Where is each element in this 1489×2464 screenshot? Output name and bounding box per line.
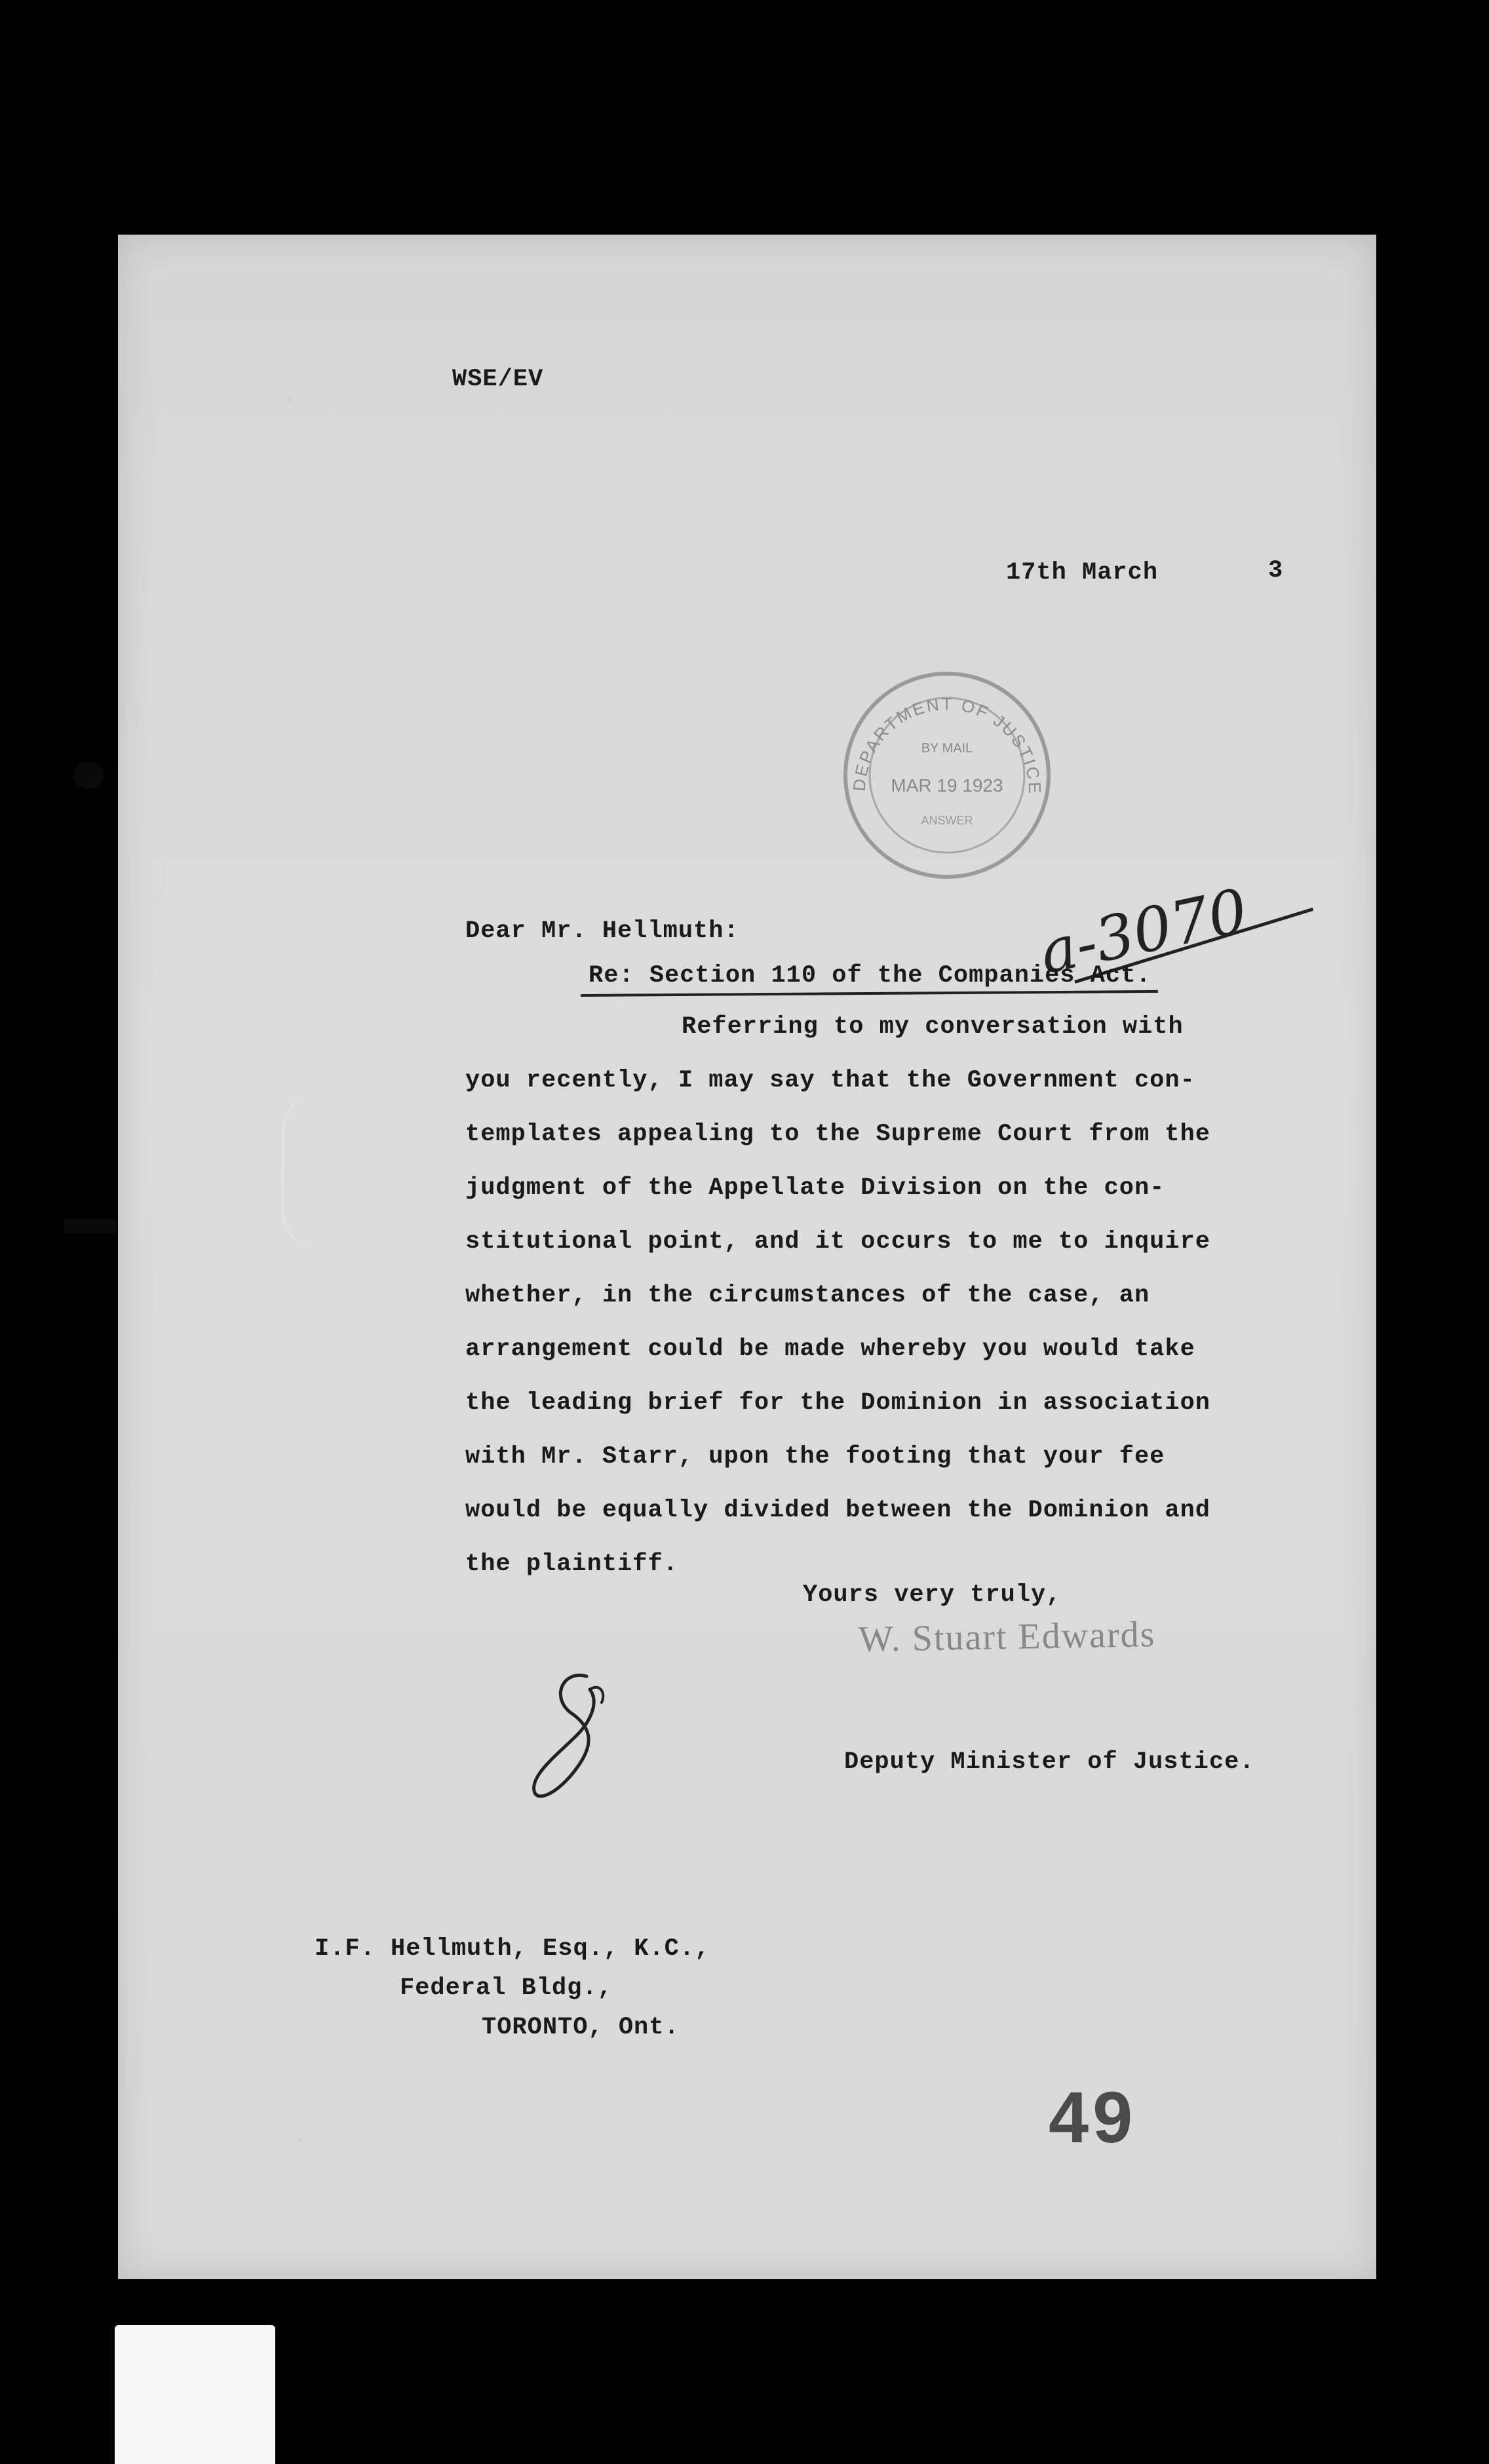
subject-text: Re: Section 110 of the Companies Act. [589,962,1151,990]
body-line: judgment of the Appellate Division on the con- [465,1174,1165,1202]
closing: Yours very truly, [803,1581,1062,1609]
signature-title: Deputy Minister of Justice. [844,1748,1255,1776]
address-line-2: Federal Bldg., [400,1974,613,2002]
margin-arc [282,1093,323,1250]
salutation: Dear Mr. Hellmuth: [465,917,739,945]
address-line-3: TORONTO, Ont. [482,2014,680,2041]
body-line: would be equally divided between the Dominion and [465,1497,1210,1524]
body-line: Referring to my conversation with [682,1013,1184,1041]
body-line: the plaintiff. [465,1550,678,1578]
letter-page [118,235,1376,2279]
letter-body [465,1000,1396,1591]
page-number: 3 [1268,557,1284,585]
reference-initials: WSE/EV [452,366,544,393]
body-line: stitutional point, and it occurs to me to inquire [465,1228,1210,1256]
department-received-stamp [839,667,1055,883]
body-line: you recently, I may say that the Government con- [465,1067,1195,1094]
dust-speck [298,2138,301,2142]
punch-slot [64,1219,117,1233]
address-line-1: I.F. Hellmuth, Esq., K.C., [315,1935,710,1963]
body-line: arrangement could be made whereby you would take [465,1336,1195,1363]
stamp-arc-text: DEPARTMENT OF JUSTICE [849,693,1045,796]
dust-speck [288,398,292,402]
body-line: templates appealing to the Supreme Court from the [465,1121,1210,1148]
stamp-line-1: BY MAIL [921,741,973,756]
stamp-line-2: MAR 19 1923 [891,775,1003,796]
punch-hole [73,761,104,789]
film-label-tab [115,2325,275,2464]
subject-underline [581,990,1158,997]
stamp-line-3: ANSWER [921,814,973,827]
body-line: the leading brief for the Dominion in association [465,1389,1210,1417]
file-number: 49 [1049,2077,1137,2158]
body-line: with Mr. Starr, upon the footing that your fee [465,1443,1165,1471]
letter-date: 17th March [1006,559,1159,587]
handwritten-initial [524,1663,623,1814]
signature-stamp: W. Stuart Edwards [858,1614,1156,1660]
subject-line [589,962,1151,990]
body-line: whether, in the circumstances of the case, an [465,1282,1150,1309]
handwritten-file-reference: a-3070 [1034,875,1254,988]
